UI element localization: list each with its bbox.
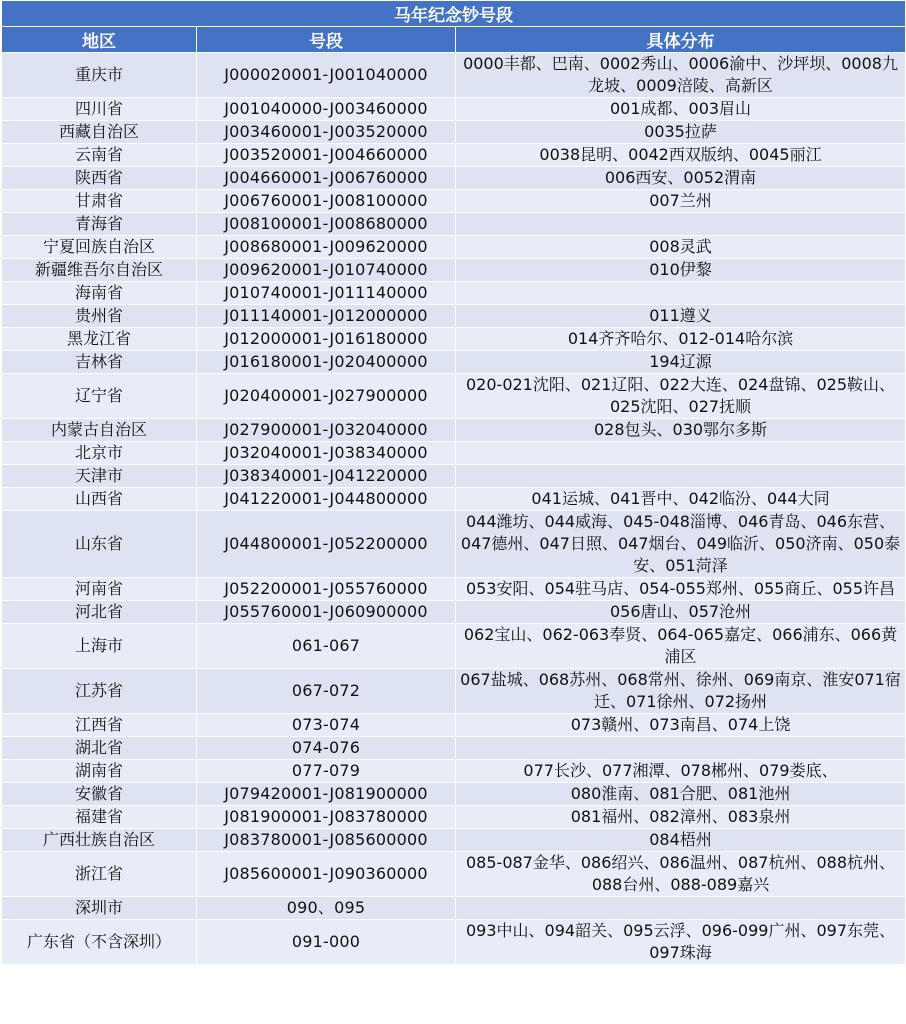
range-cell: 067-072 bbox=[197, 669, 456, 714]
range-cell: J011140001-J012000000 bbox=[197, 305, 456, 328]
column-header-region: 地区 bbox=[2, 27, 197, 53]
table-row bbox=[2, 760, 906, 783]
range-cell: J085600001-J090360000 bbox=[197, 852, 456, 897]
range-cell: J032040001-J038340000 bbox=[197, 442, 456, 465]
region-cell: 深圳市 bbox=[2, 897, 197, 920]
range-cell: J041220001-J044800000 bbox=[197, 488, 456, 511]
range-cell: J079420001-J081900000 bbox=[197, 783, 456, 806]
table-row bbox=[2, 419, 906, 442]
region-cell: 湖北省 bbox=[2, 737, 197, 760]
region-cell: 江西省 bbox=[2, 714, 197, 737]
distribution-cell: 081福州、082漳州、083泉州 bbox=[456, 806, 906, 829]
banknote-serial-table bbox=[1, 0, 906, 965]
distribution-cell: 020-021沈阳、021辽阳、022大连、024盘锦、025鞍山、025沈阳、027抚顺 bbox=[456, 374, 906, 419]
distribution-cell: 028包头、030鄂尔多斯 bbox=[456, 419, 906, 442]
region-cell: 黑龙江省 bbox=[2, 328, 197, 351]
table-row bbox=[2, 601, 906, 624]
range-cell: J044800001-J052200000 bbox=[197, 511, 456, 578]
range-cell: J008680001-J009620000 bbox=[197, 236, 456, 259]
table-row bbox=[2, 624, 906, 669]
region-cell: 吉林省 bbox=[2, 351, 197, 374]
range-cell: J083780001-J085600000 bbox=[197, 829, 456, 852]
table-row bbox=[2, 328, 906, 351]
table-row bbox=[2, 669, 906, 714]
region-cell: 江苏省 bbox=[2, 669, 197, 714]
table-row bbox=[2, 920, 906, 965]
distribution-cell bbox=[456, 282, 906, 305]
table-row bbox=[2, 53, 906, 98]
range-cell: 077-079 bbox=[197, 760, 456, 783]
distribution-cell: 053安阳、054驻马店、054-055郑州、055商丘、055许昌 bbox=[456, 578, 906, 601]
table-row bbox=[2, 236, 906, 259]
region-cell: 宁夏回族自治区 bbox=[2, 236, 197, 259]
distribution-cell: 080淮南、081合肥、081池州 bbox=[456, 783, 906, 806]
distribution-cell: 041运城、041晋中、042临汾、044大同 bbox=[456, 488, 906, 511]
region-cell: 天津市 bbox=[2, 465, 197, 488]
distribution-cell: 073赣州、073南昌、074上饶 bbox=[456, 714, 906, 737]
table-row bbox=[2, 282, 906, 305]
distribution-cell: 0000丰都、巴南、0002秀山、0006渝中、沙坪坝、0008九龙坡、0009涪陵、高新区 bbox=[456, 53, 906, 98]
column-header-distribution: 具体分布 bbox=[456, 27, 906, 53]
range-cell: J003460001-J003520000 bbox=[197, 121, 456, 144]
table-row bbox=[2, 737, 906, 760]
region-cell: 贵州省 bbox=[2, 305, 197, 328]
region-cell: 云南省 bbox=[2, 144, 197, 167]
region-cell: 海南省 bbox=[2, 282, 197, 305]
table-row bbox=[2, 167, 906, 190]
range-cell: J006760001-J008100000 bbox=[197, 190, 456, 213]
region-cell: 陕西省 bbox=[2, 167, 197, 190]
table-row bbox=[2, 442, 906, 465]
region-cell: 新疆维吾尔自治区 bbox=[2, 259, 197, 282]
range-cell: J008100001-J008680000 bbox=[197, 213, 456, 236]
table-title: 马年纪念钞号段 bbox=[2, 1, 906, 27]
distribution-cell: 085-087金华、086绍兴、086温州、087杭州、088杭州、088台州、088-089嘉兴 bbox=[456, 852, 906, 897]
region-cell: 山东省 bbox=[2, 511, 197, 578]
region-cell: 广西壮族自治区 bbox=[2, 829, 197, 852]
distribution-cell: 062宝山、062-063奉贤、064-065嘉定、066浦东、066黄浦区 bbox=[456, 624, 906, 669]
table-row bbox=[2, 351, 906, 374]
range-cell: 073-074 bbox=[197, 714, 456, 737]
range-cell: 091-000 bbox=[197, 920, 456, 965]
distribution-cell bbox=[456, 465, 906, 488]
distribution-cell: 0035拉萨 bbox=[456, 121, 906, 144]
distribution-cell: 077长沙、077湘潭、078郴州、079娄底、 bbox=[456, 760, 906, 783]
region-cell: 浙江省 bbox=[2, 852, 197, 897]
column-header-range: 号段 bbox=[197, 27, 456, 53]
range-cell: J010740001-J011140000 bbox=[197, 282, 456, 305]
table-row bbox=[2, 374, 906, 419]
region-cell: 北京市 bbox=[2, 442, 197, 465]
table-row bbox=[2, 98, 906, 121]
range-cell: 061-067 bbox=[197, 624, 456, 669]
region-cell: 内蒙古自治区 bbox=[2, 419, 197, 442]
range-cell: J081900001-J083780000 bbox=[197, 806, 456, 829]
region-cell: 河北省 bbox=[2, 601, 197, 624]
region-cell: 辽宁省 bbox=[2, 374, 197, 419]
table-body bbox=[2, 53, 906, 965]
region-cell: 上海市 bbox=[2, 624, 197, 669]
region-cell: 西藏自治区 bbox=[2, 121, 197, 144]
region-cell: 福建省 bbox=[2, 806, 197, 829]
range-cell: J000020001-J001040000 bbox=[197, 53, 456, 98]
distribution-cell bbox=[456, 442, 906, 465]
distribution-cell: 067盐城、068苏州、068常州、徐州、069南京、淮安071宿迁、071徐州、072扬州 bbox=[456, 669, 906, 714]
distribution-cell: 007兰州 bbox=[456, 190, 906, 213]
table-row bbox=[2, 852, 906, 897]
distribution-cell: 014齐齐哈尔、012-014哈尔滨 bbox=[456, 328, 906, 351]
distribution-cell: 001成都、003眉山 bbox=[456, 98, 906, 121]
distribution-cell: 0038昆明、0042西双版纳、0045丽江 bbox=[456, 144, 906, 167]
table-row bbox=[2, 213, 906, 236]
distribution-cell bbox=[456, 737, 906, 760]
distribution-cell: 044潍坊、044威海、045-048淄博、046青岛、046东营、047德州、047日照、047烟台、049临沂、050济南、050泰安、051菏泽 bbox=[456, 511, 906, 578]
table-row bbox=[2, 578, 906, 601]
distribution-cell: 008灵武 bbox=[456, 236, 906, 259]
range-cell: J012000001-J016180000 bbox=[197, 328, 456, 351]
range-cell: 090、095 bbox=[197, 897, 456, 920]
table-row bbox=[2, 465, 906, 488]
distribution-cell bbox=[456, 897, 906, 920]
table-row bbox=[2, 829, 906, 852]
range-cell: J003520001-J004660000 bbox=[197, 144, 456, 167]
region-cell: 重庆市 bbox=[2, 53, 197, 98]
range-cell: J009620001-J010740000 bbox=[197, 259, 456, 282]
table-row bbox=[2, 488, 906, 511]
region-cell: 安徽省 bbox=[2, 783, 197, 806]
distribution-cell: 093中山、094韶关、095云浮、096-099广州、097东莞、097珠海 bbox=[456, 920, 906, 965]
table-row bbox=[2, 783, 906, 806]
distribution-cell: 056唐山、057沧州 bbox=[456, 601, 906, 624]
range-cell: J020400001-J027900000 bbox=[197, 374, 456, 419]
range-cell: J001040000-J003460000 bbox=[197, 98, 456, 121]
range-cell: J016180001-J020400000 bbox=[197, 351, 456, 374]
region-cell: 四川省 bbox=[2, 98, 197, 121]
range-cell: J055760001-J060900000 bbox=[197, 601, 456, 624]
range-cell: J038340001-J041220000 bbox=[197, 465, 456, 488]
table-row bbox=[2, 259, 906, 282]
table-row bbox=[2, 714, 906, 737]
range-cell: 074-076 bbox=[197, 737, 456, 760]
region-cell: 山西省 bbox=[2, 488, 197, 511]
table-row bbox=[2, 121, 906, 144]
table-row bbox=[2, 511, 906, 578]
range-cell: J004660001-J006760000 bbox=[197, 167, 456, 190]
distribution-cell: 010伊黎 bbox=[456, 259, 906, 282]
distribution-cell bbox=[456, 213, 906, 236]
region-cell: 青海省 bbox=[2, 213, 197, 236]
table-row bbox=[2, 305, 906, 328]
region-cell: 广东省（不含深圳） bbox=[2, 920, 197, 965]
table-row bbox=[2, 897, 906, 920]
region-cell: 湖南省 bbox=[2, 760, 197, 783]
region-cell: 甘肃省 bbox=[2, 190, 197, 213]
table-row bbox=[2, 190, 906, 213]
range-cell: J027900001-J032040000 bbox=[197, 419, 456, 442]
table-row bbox=[2, 144, 906, 167]
range-cell: J052200001-J055760000 bbox=[197, 578, 456, 601]
distribution-cell: 006西安、0052渭南 bbox=[456, 167, 906, 190]
distribution-cell: 084梧州 bbox=[456, 829, 906, 852]
distribution-cell: 011遵义 bbox=[456, 305, 906, 328]
table-row bbox=[2, 806, 906, 829]
region-cell: 河南省 bbox=[2, 578, 197, 601]
distribution-cell: 194辽源 bbox=[456, 351, 906, 374]
